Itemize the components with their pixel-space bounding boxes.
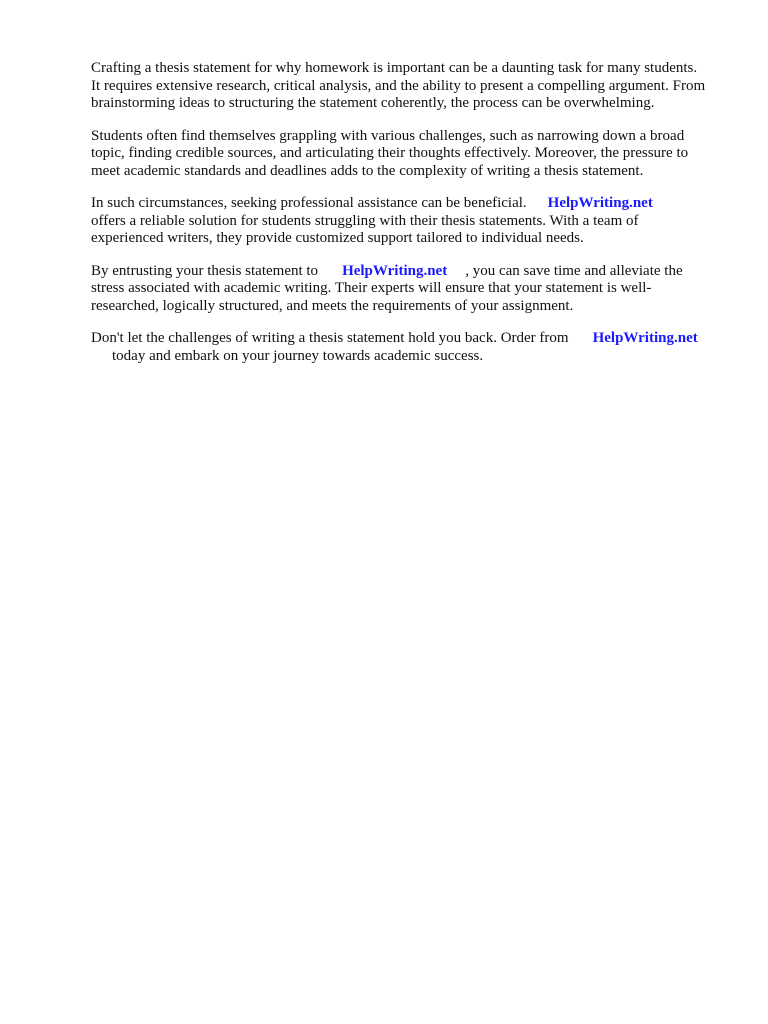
text-segment: In such circumstances, seeking professional assistance can be beneficial. bbox=[91, 195, 527, 211]
text-line: meet academic standards and deadlines adds to the complexity of writing a thesis statement. bbox=[91, 162, 644, 179]
text-segment: Don't let the challenges of writing a thesis statement hold you back. Order from bbox=[91, 330, 569, 346]
helpwriting-link[interactable]: HelpWriting.net bbox=[342, 262, 448, 279]
helpwriting-link[interactable]: HelpWriting.net bbox=[592, 330, 698, 346]
text-line: stress associated with academic writing. Their experts will ensure that your statement is well- bbox=[91, 280, 652, 296]
helpwriting-link[interactable]: HelpWriting.net bbox=[547, 195, 653, 211]
text-line: experienced writers, they provide customized support tailored to individual needs. bbox=[91, 230, 584, 246]
text-line bbox=[91, 330, 731, 348]
text-line: researched, logically structured, and meets the requirements of your assignment. bbox=[91, 297, 574, 314]
paragraph-call-to-action bbox=[91, 330, 731, 365]
paragraph-challenges bbox=[91, 128, 731, 181]
text-line bbox=[91, 195, 731, 213]
text-line: It requires extensive research, critical analysis, and the ability to present a compelling argument. From bbox=[91, 77, 706, 94]
text-line: Students often find themselves grappling with various challenges, such as narrowing down a broad bbox=[91, 127, 685, 144]
text-segment: By entrusting your thesis statement to bbox=[91, 262, 319, 279]
paragraph-entrusting bbox=[91, 263, 731, 316]
text-line: topic, finding credible sources, and articulating their thoughts effectively. Moreover, the pressure to bbox=[91, 145, 689, 161]
text-segment: , you can save time and alleviate the bbox=[465, 262, 683, 279]
paragraph-assistance bbox=[91, 195, 731, 248]
document-body bbox=[91, 60, 731, 380]
text-line: Crafting a thesis statement for why homework is important can be a daunting task for many students. bbox=[91, 60, 698, 76]
paragraph-intro bbox=[91, 60, 731, 113]
text-line: brainstorming ideas to structuring the statement coherently, the process can be overwhelming. bbox=[91, 95, 655, 111]
text-line: today and embark on your journey towards academic success. bbox=[112, 347, 484, 364]
text-line: offers a reliable solution for students struggling with their thesis statements. With a team of bbox=[91, 212, 639, 229]
text-line bbox=[91, 263, 731, 281]
